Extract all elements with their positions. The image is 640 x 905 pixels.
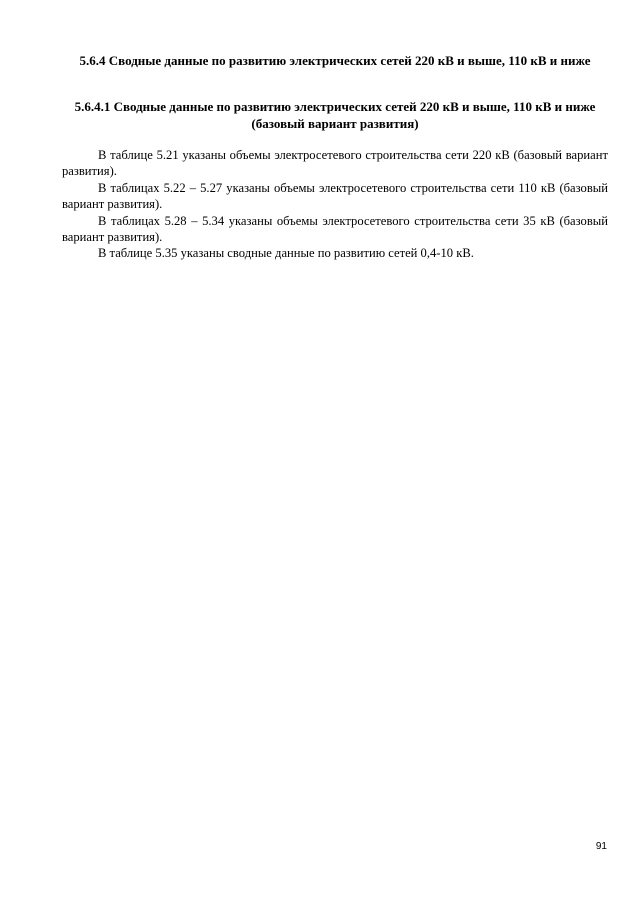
subsection-heading: 5.6.4.1 Сводные данные по развитию электрических сетей 220 кВ и выше, 110 кВ и ниже (базовый вариант развития) [74,99,596,131]
paragraph-table-5-21: В таблице 5.21 указаны объемы электросетевого строительства сети 220 кВ (базовый вариант развития). [62,148,608,179]
page-number: 91 [595,841,607,852]
paragraph-table-5-35: В таблице 5.35 указаны сводные данные по развитию сетей 0,4-10 кВ. [98,246,474,261]
section-heading: 5.6.4 Сводные данные по развитию электрических сетей 220 кВ и выше, 110 кВ и ниже [79,53,591,68]
paragraph-tables-5-22-5-27: В таблицах 5.22 – 5.27 указаны объемы электросетевого строительства сети 110 кВ (базовый вариант развития). [62,180,608,212]
paragraph-tables-5-28-5-34: В таблицах 5.28 – 5.34 указаны объемы электросетевого строительства сети 35 кВ (базовый вариант развития). [62,213,608,245]
body-text [62,147,608,262]
